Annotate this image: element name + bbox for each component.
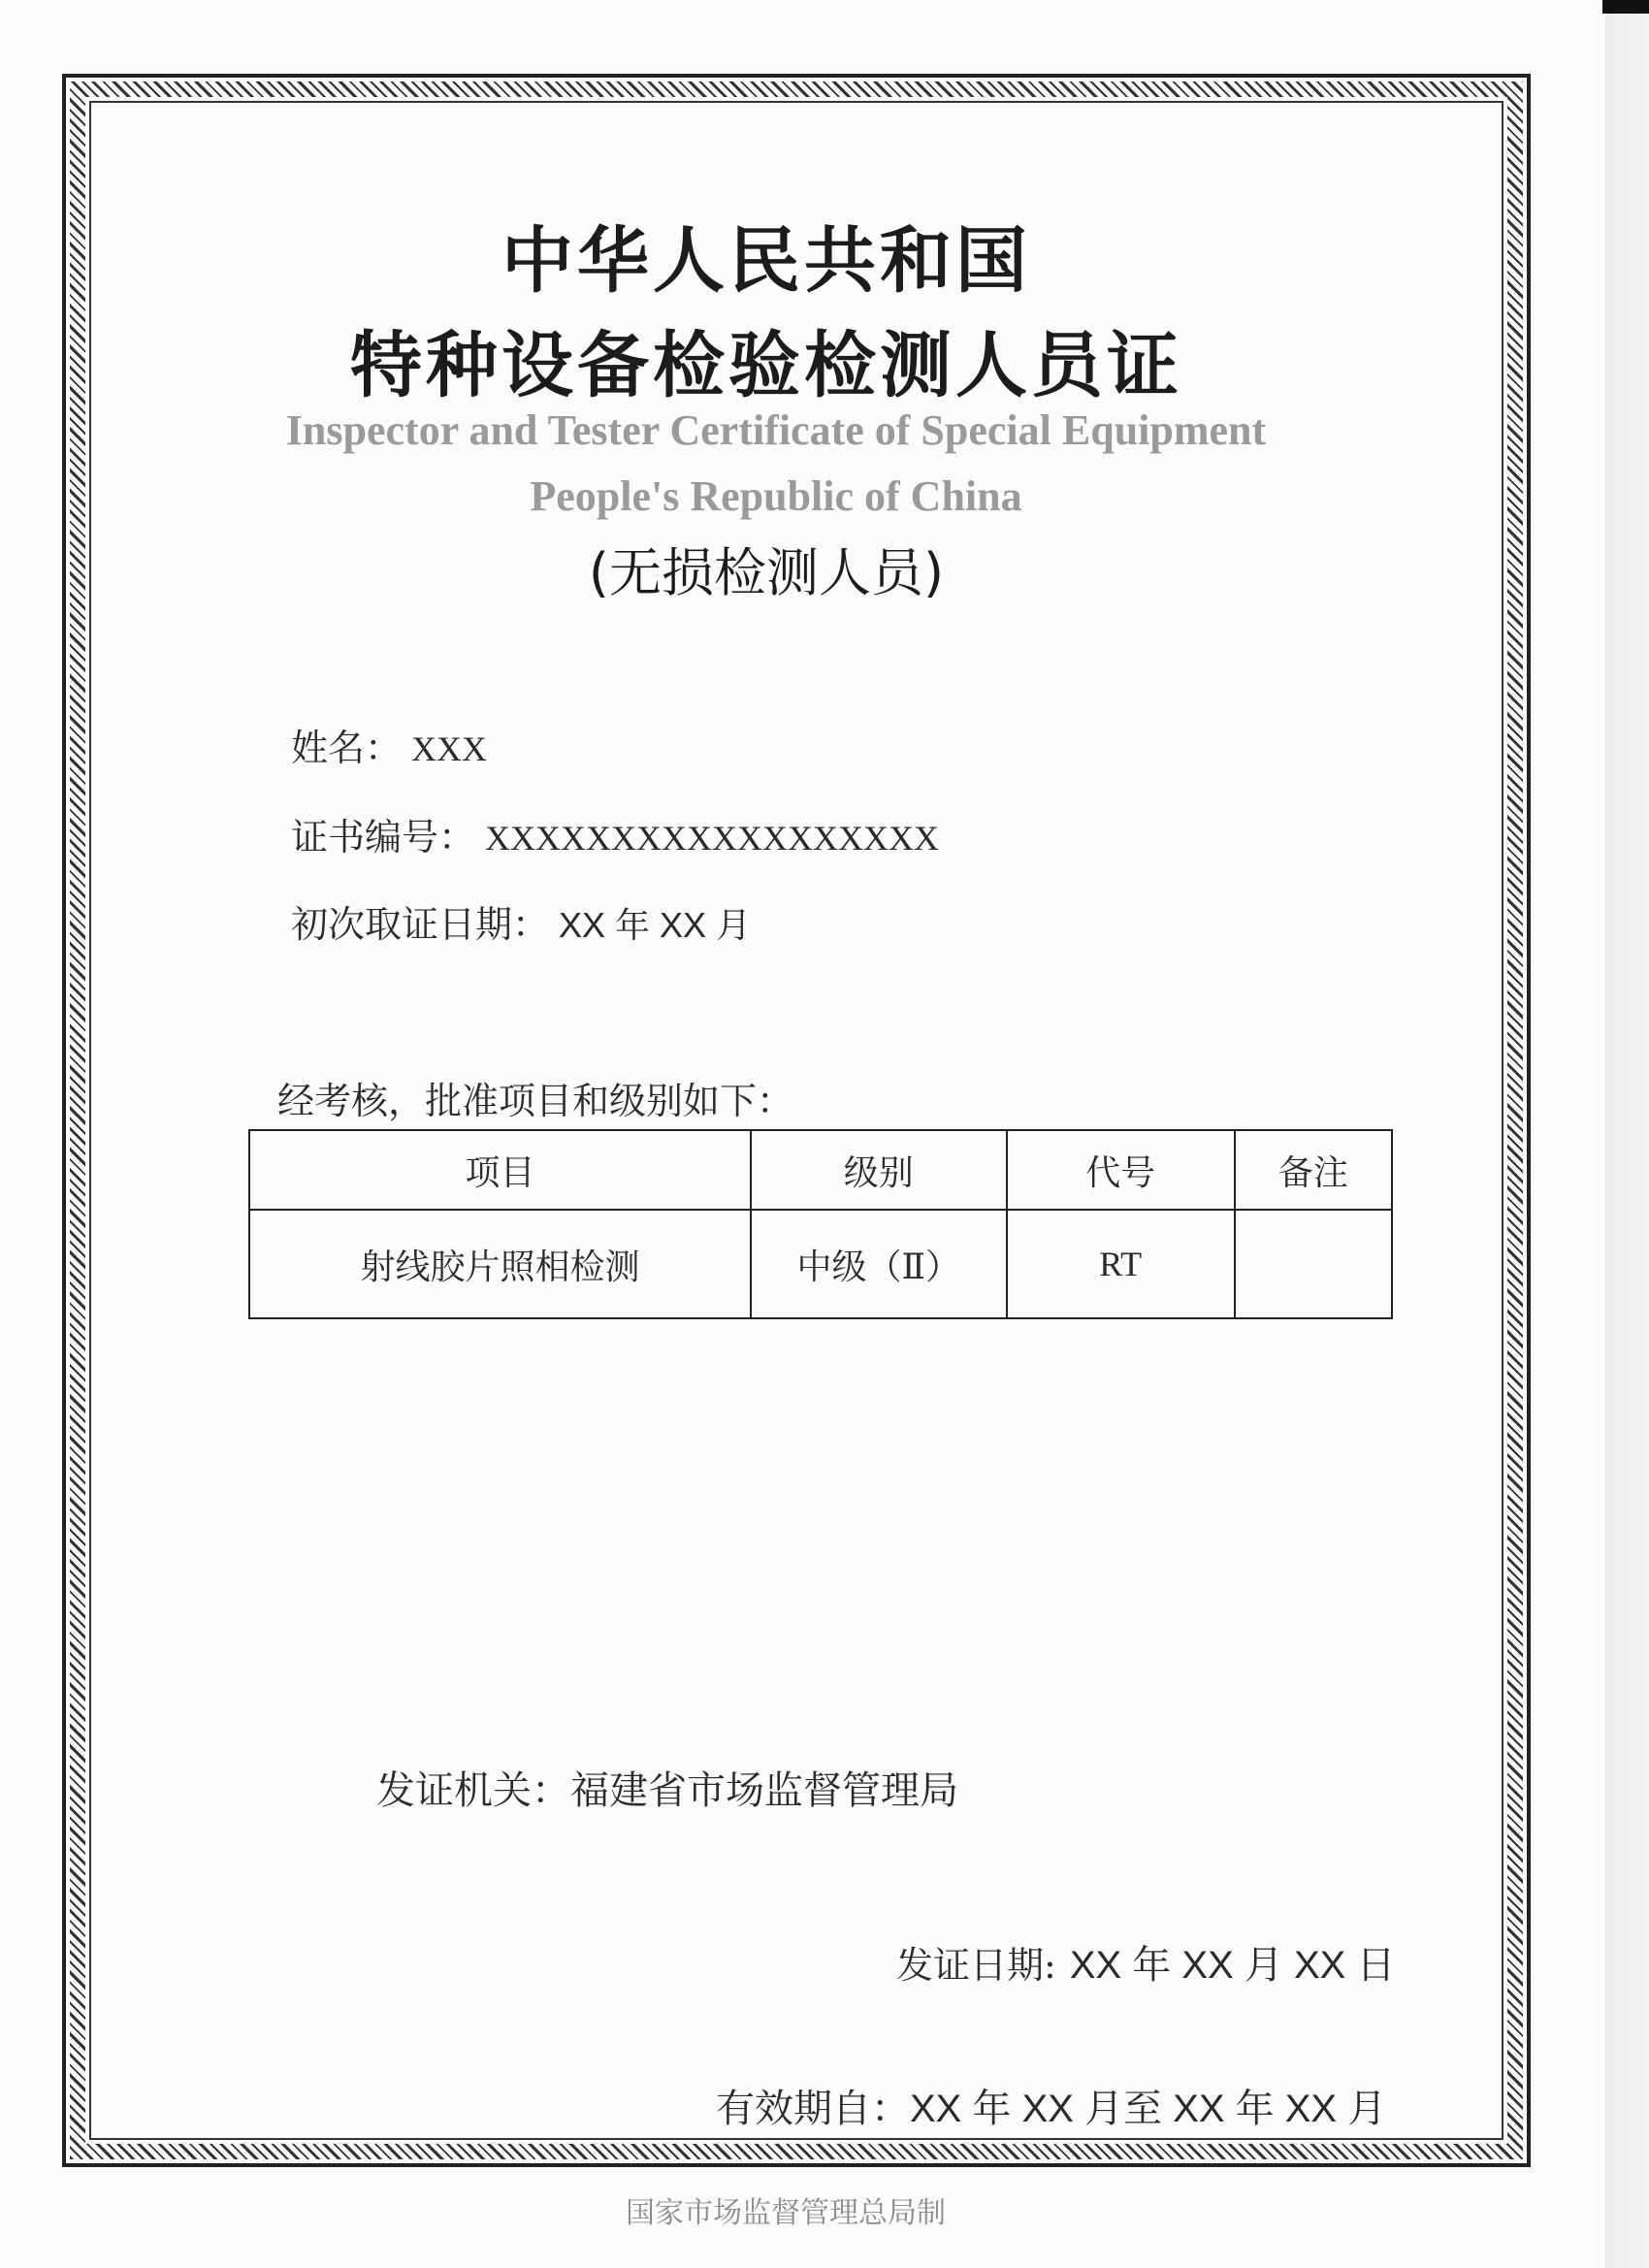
- certificate-subtitle: (无损检测人员): [588, 542, 945, 603]
- issuing-authority-label: 发证机关：: [376, 1768, 570, 1813]
- issue-date-value: XX 年 XX 月 XX 日: [1069, 1944, 1396, 1987]
- certificate-number-value: XXXXXXXXXXXXXXXXXX: [485, 819, 939, 858]
- header-remarks: 备注: [1235, 1130, 1392, 1210]
- name-field: [291, 718, 487, 771]
- name-value: XXX: [411, 729, 488, 768]
- title-english-line-1: Inspector and Tester Certificate of Special Equipment: [285, 406, 1267, 454]
- first-issue-date-field: [291, 894, 751, 948]
- cell-remarks: [1235, 1210, 1392, 1318]
- cell-item: 射线胶片照相检测: [249, 1210, 751, 1318]
- title-line-1: 中华人民共和国: [501, 219, 1031, 303]
- cell-level: 中级（Ⅱ）: [751, 1210, 1007, 1318]
- header-level: 级别: [751, 1130, 1007, 1210]
- approval-intro: 经考核，批准项目和级别如下：: [277, 1080, 794, 1122]
- name-label: 姓名：: [291, 727, 403, 769]
- header-item: 项目: [249, 1130, 751, 1210]
- table-header-row: [249, 1130, 1392, 1210]
- scan-edge: [1605, 0, 1649, 2268]
- certificate-number-field: [291, 807, 939, 860]
- cell-code: RT: [1007, 1210, 1235, 1318]
- header-code: 代号: [1007, 1130, 1235, 1210]
- table-row: [249, 1210, 1392, 1318]
- first-issue-date-value: XX 年 XX 月: [559, 905, 752, 945]
- validity-period: [716, 2078, 1386, 2133]
- scan-corner-mark: [1602, 0, 1649, 14]
- certificate-number-label: 证书编号：: [291, 816, 476, 859]
- validity-value: XX 年 XX 月至 XX 年 XX 月: [910, 2088, 1387, 2130]
- issuing-authority-value: 福建省市场监督管理局: [570, 1768, 958, 1813]
- issue-date: [896, 1934, 1395, 1990]
- issue-date-label: 发证日期:: [896, 1944, 1056, 1987]
- title-line-2: 特种设备检验检测人员证: [350, 324, 1182, 407]
- validity-label: 有效期自：: [716, 2087, 910, 2131]
- first-issue-date-label: 初次取证日期：: [291, 903, 550, 946]
- approved-items-table: [248, 1129, 1393, 1319]
- title-english-line-2: People's Republic of China: [530, 472, 1022, 520]
- issuing-authority: [376, 1760, 958, 1815]
- footer-issuer-note: 国家市场监督管理总局制: [626, 2196, 946, 2230]
